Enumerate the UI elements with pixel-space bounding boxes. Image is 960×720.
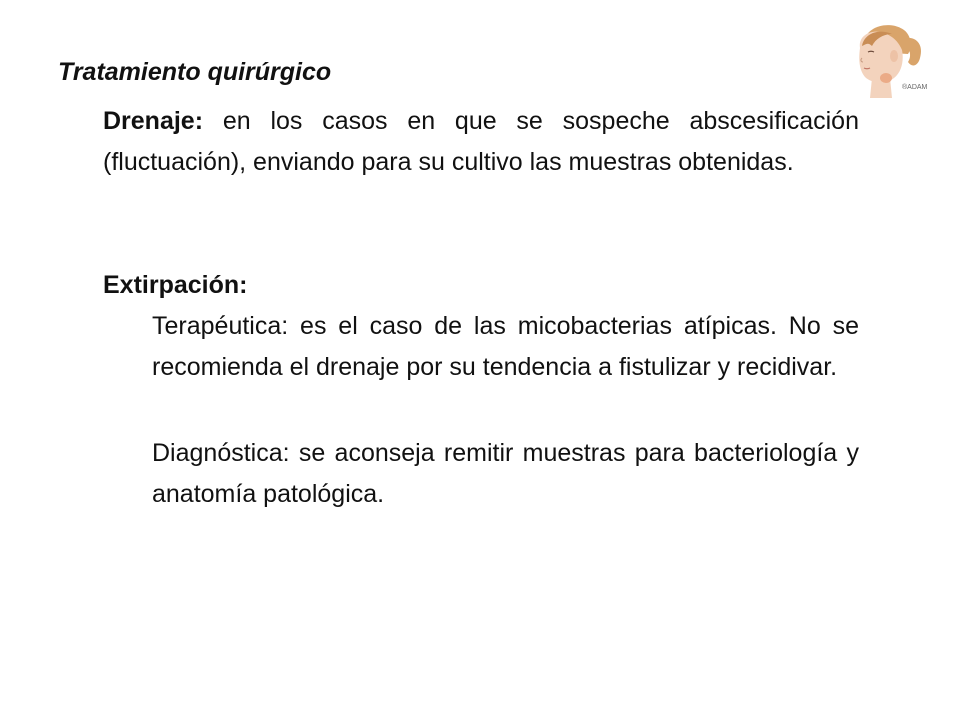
terapeutica-paragraph: Terapéutica: es el caso de las micobacterias atípicas. No se recomienda el drenaje por su tendencia a fistulizar y recidivar. [152,312,859,381]
drenaje-label: Drenaje: [103,107,204,135]
ear [890,50,898,62]
drenaje-text: en los casos en que se sospeche abscesificación (fluctuación), enviando para su cultivo las muestras obtenidas. [103,107,859,176]
lymph-node-highlight [880,73,892,83]
illustration-credit: ®ADAM [902,84,928,91]
diagnostica-paragraph: Diagnóstica: se aconseja remitir muestras para bacteriología y anatomía patológica. [152,439,859,508]
drenaje-paragraph [103,101,859,183]
slide-title: Tratamiento quirúrgico [58,58,332,86]
extirpacion-heading: Extirpación: [103,271,248,299]
